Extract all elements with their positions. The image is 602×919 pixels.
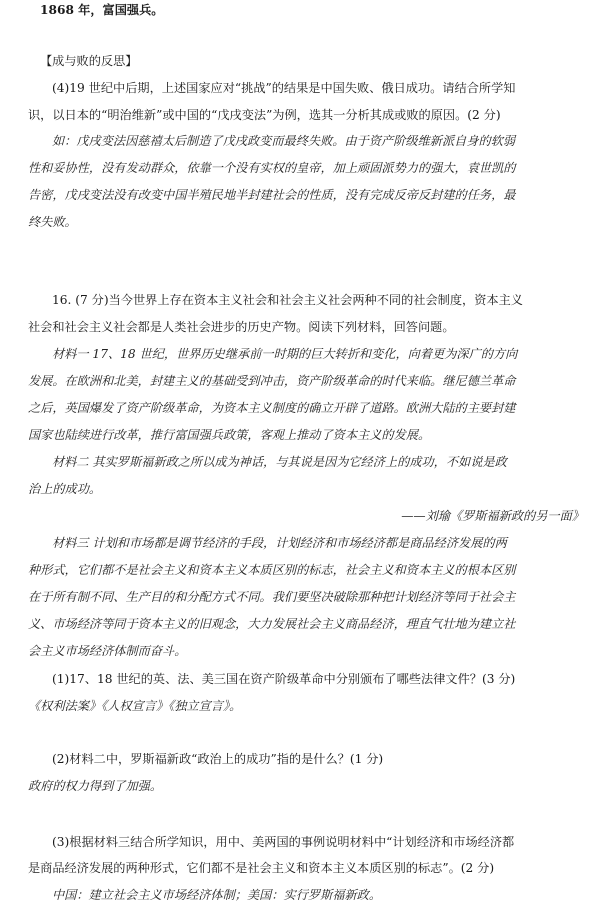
q16-question-2: (2)材料二中，罗斯福新政“政治上的成功”指的是什么？(1 分) bbox=[52, 752, 384, 766]
top-fragment: 1868 年，富国强兵。 bbox=[40, 3, 164, 17]
q16-question-1: (1)17、18 世纪的英、法、美三国在资产阶级革命中分别颁布了哪些法律文件？(3 分) bbox=[52, 672, 516, 686]
material-3-line-1: 材料三 计划和市场都是调节经济的手段，计划经济和市场经济都是商品经济发展的两 bbox=[52, 536, 507, 550]
q16-question-3-line-2: 是商品经济发展的两种形式，它们都不是社会主义和资本主义本质区别的标志”。(2 分) bbox=[28, 861, 495, 875]
material-2-source: ——刘瑜《罗斯福新政的另一面》 bbox=[401, 509, 584, 523]
q4-answer-1: 如：戊戌变法因慈禧太后制造了戊戌政变而最终失败。由于资产阶级维新派自身的软弱 bbox=[52, 134, 516, 148]
q16-intro-2: 社会和社会主义社会都是人类社会进步的历史产物。阅读下列材料，回答问题。 bbox=[28, 320, 455, 334]
q16-intro-1: 16. (7 分)当今世界上存在资本主义社会和社会主义社会两种不同的社会制度，资本主义 bbox=[52, 293, 523, 307]
material-1-line-4: 国家也陆续进行改革，推行富国强兵政策，客观上推动了资本主义的发展。 bbox=[28, 428, 431, 442]
material-3-line-4: 义、市场经济等同于资本主义的旧观念，大力发展社会主义商品经济，理直气壮地为建立社 bbox=[28, 617, 516, 631]
material-2-line-2: 治上的成功。 bbox=[28, 482, 102, 496]
q4-text-1: (4)19 世纪中后期，上述国家应对“挑战”的结果是中国失败、俄日成功。请结合所学知 bbox=[52, 81, 516, 95]
q16-question-3-line-1: (3)根据材料三结合所学知识，用中、美两国的事例说明材料中“计划经济和市场经济都 bbox=[52, 835, 515, 849]
q16-answer-1: 《权利法案》《人权宣言》《独立宣言》。 bbox=[28, 699, 242, 713]
q4-answer-4: 终失败。 bbox=[28, 215, 77, 229]
material-1-line-1: 材料一 17、18 世纪，世界历史继承前一时期的巨大转折和变化，向着更为深广的方向 bbox=[52, 347, 518, 361]
q4-text-2: 识，以日本的“明治维新”或中国的“戊戌变法”为例，选其一分析其成或败的原因。(2 分) bbox=[28, 108, 501, 122]
material-1-line-2: 发展。在欧洲和北美，封建主义的基础受到冲击，资产阶级革命的时代来临。继尼德兰革命 bbox=[28, 374, 516, 388]
q16-answer-2: 政府的权力得到了加强。 bbox=[28, 779, 163, 793]
q4-answer-3: 告密，戊戌变法没有改变中国半殖民地半封建社会的性质，没有完成反帝反封建的任务，最 bbox=[28, 188, 516, 202]
section-heading: 【成与败的反思】 bbox=[40, 54, 138, 68]
material-2-line-1: 材料二 其实罗斯福新政之所以成为神话，与其说是因为它经济上的成功，不如说是政 bbox=[52, 455, 507, 469]
material-1-line-3: 之后，英国爆发了资产阶级革命，为资本主义制度的确立开辟了道路。欧洲大陆的主要封建 bbox=[28, 401, 516, 415]
q4-answer-2: 性和妥协性，没有发动群众，依靠一个没有实权的皇帝，加上顽固派势力的强大，袁世凯的 bbox=[28, 161, 516, 175]
q16-answer-3: 中国：建立社会主义市场经济体制；美国：实行罗斯福新政。 bbox=[52, 888, 382, 902]
material-3-line-5: 会主义市场经济体制而奋斗。 bbox=[28, 644, 187, 658]
material-3-line-2: 种形式，它们都不是社会主义和资本主义本质区别的标志，社会主义和资本主义的根本区别 bbox=[28, 563, 516, 577]
material-3-line-3: 在于所有制不同、生产目的和分配方式不同。我们要坚决破除那种把计划经济等同于社会主 bbox=[28, 590, 516, 604]
